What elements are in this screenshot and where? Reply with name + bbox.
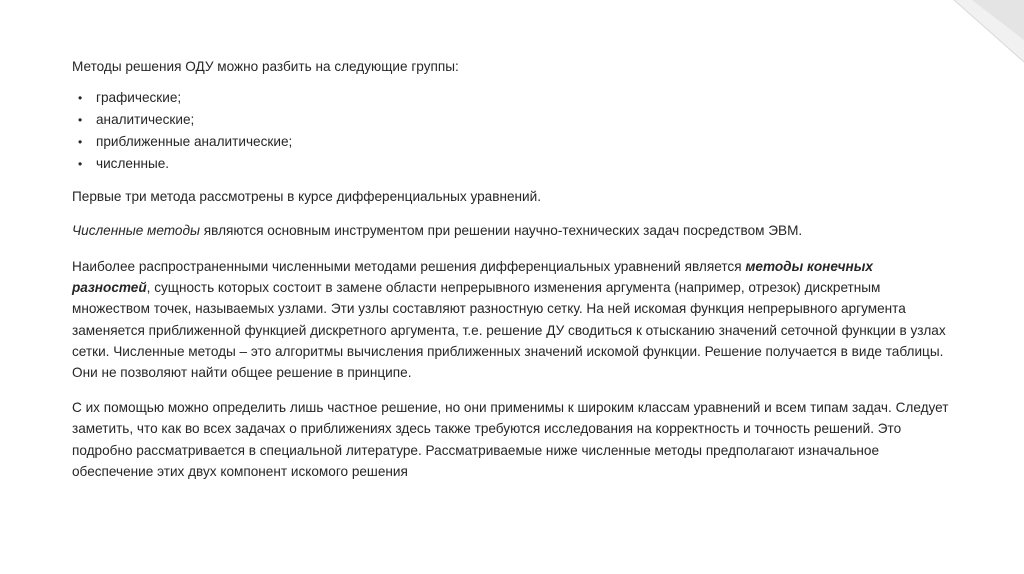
intro-paragraph: Методы решения ОДУ можно разбить на следующие группы: xyxy=(72,59,459,74)
first-three-methods-paragraph: Первые три метода рассмотрены в курсе дифференциальных уравнений. xyxy=(72,189,542,204)
method-groups-list xyxy=(72,87,952,175)
bullet-icon: • xyxy=(78,113,83,127)
list-item-text: численные. xyxy=(96,156,170,171)
finite-difference-lead: Наиболее распространенными численными методами решения дифференциальных уравнений является xyxy=(72,259,746,274)
particular-solution-paragraph: С их помощью можно определить лишь частное решение, но они применимы к широким классам уравнений и всем типам задач. Следует заметить, что как во всех задачах о приближениях здесь также требуются исследования на корректность и точность решений. Это подробно рассматривается в специальной литературе. Рассматриваемые ниже численные методы предполагают изначальное обеспечение этих двух компонент искомого решения xyxy=(72,400,949,479)
list-item-text: графические; xyxy=(96,90,182,105)
bullet-icon: • xyxy=(78,91,83,105)
finite-difference-tail: , сущность которых состоит в замене области непрерывного изменения аргумента (например, отрезок) дискретным множеством точек, называемых узлами. Эти узлы составляют разностную сетку. На ней искомая функция непрерывного аргумента заменяется приближенной функцией дискретного аргумента, т.е. решение ДУ сводиться к отысканию значений сеточной функции в узлах сетки. Численные методы – это алгоритмы вычисления приближенных значений искомой функции. Решение получается в виде таблицы. Они не позволяют найти общее решение в принципе. xyxy=(72,280,946,381)
numeric-methods-paragraph xyxy=(72,221,952,241)
list-item-text: аналитические; xyxy=(96,112,195,127)
list-item xyxy=(72,131,952,153)
list-item xyxy=(72,87,952,109)
bullet-icon: • xyxy=(78,135,83,149)
finite-difference-term: методы конечных разностей xyxy=(72,259,873,296)
list-item xyxy=(72,153,952,175)
bullet-icon: • xyxy=(78,157,83,171)
list-item-text: приближенные аналитические; xyxy=(96,134,293,149)
numeric-methods-text: являются основным инструментом при решении научно-технических задач посредством ЭВМ. xyxy=(200,223,803,238)
numeric-methods-term: Численные методы xyxy=(72,223,201,238)
finite-difference-paragraph xyxy=(72,256,952,383)
list-item xyxy=(72,109,952,131)
document-body xyxy=(72,57,952,482)
